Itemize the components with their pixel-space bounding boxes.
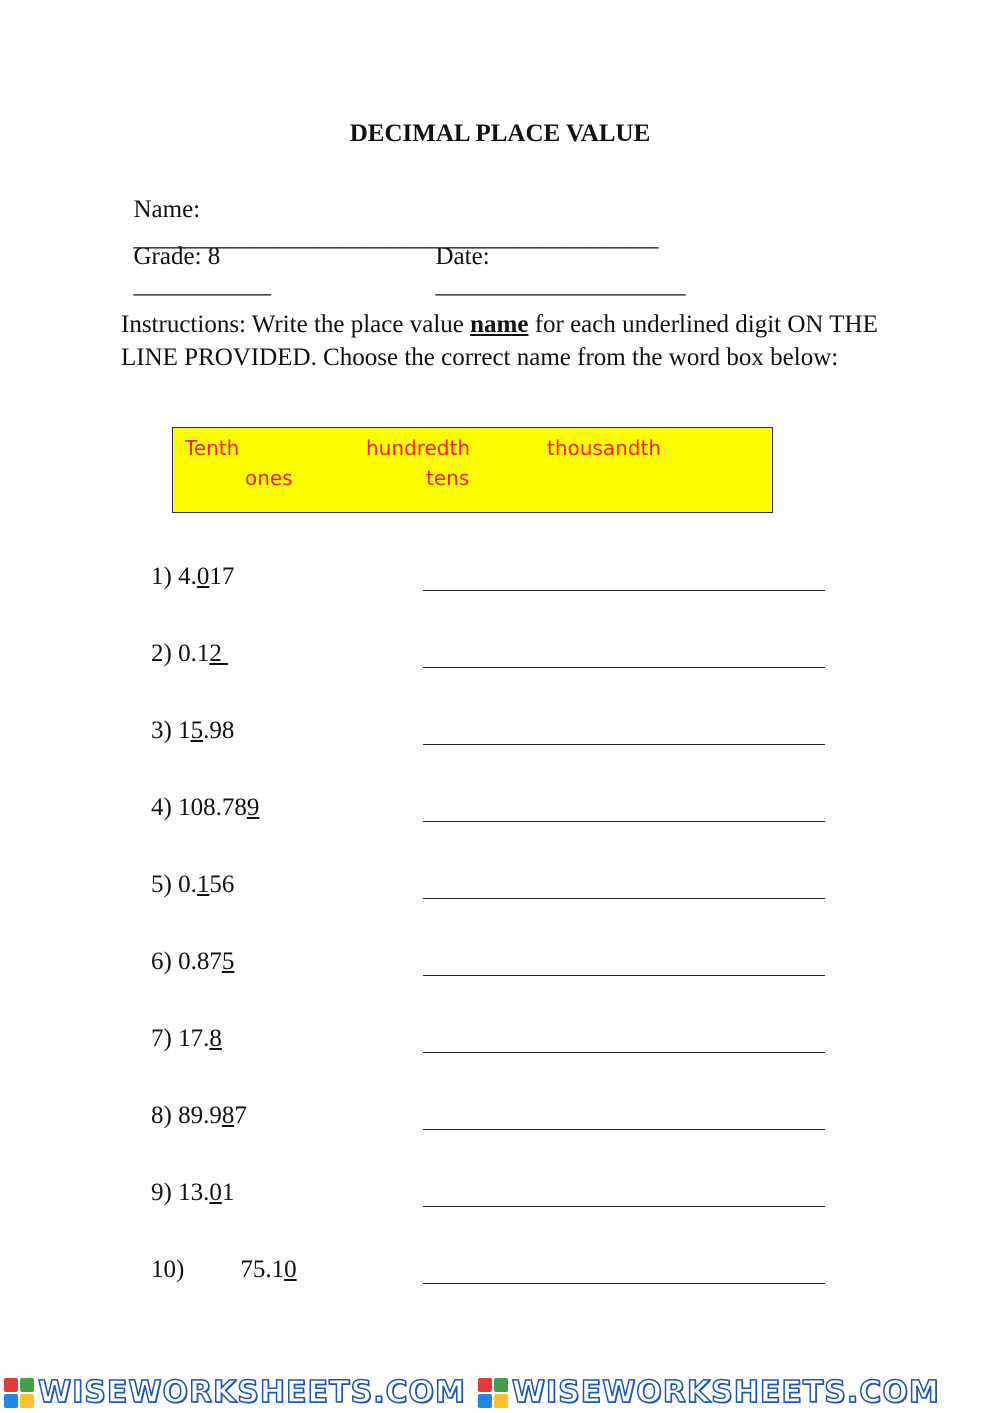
question-number-text: 1: [221, 1179, 235, 1206]
question-number-text: 1: [178, 717, 191, 744]
name-label: Name:: [133, 196, 201, 223]
question-number-text: 75.1: [240, 1256, 285, 1283]
name-blank[interactable]: __________________________________________: [133, 224, 659, 251]
answer-line[interactable]: [423, 1206, 825, 1207]
question-number: 3): [151, 717, 172, 744]
answer-line[interactable]: [423, 667, 825, 668]
question-row: [151, 640, 228, 668]
underlined-digit: 2: [209, 640, 229, 667]
question-number: 5): [151, 871, 172, 898]
word-box-item: tens: [426, 466, 470, 490]
date-blank[interactable]: ____________________: [435, 271, 686, 298]
instructions-emphasis: name: [470, 311, 529, 338]
answer-line[interactable]: [423, 821, 825, 822]
question-number: 4): [151, 794, 172, 821]
word-box: [172, 427, 773, 513]
instructions: [121, 308, 901, 374]
answer-line[interactable]: [423, 1283, 825, 1284]
underlined-digit: 0: [209, 1179, 222, 1206]
question-row: [151, 1102, 247, 1130]
question-row: [151, 1179, 234, 1207]
question-number-text: 17: [209, 563, 235, 590]
question-number-text: 0.87: [178, 948, 222, 975]
brand-text: WISEWORKSHEETS.COM: [511, 1375, 940, 1410]
underlined-digit: 0: [284, 1256, 297, 1283]
underlined-digit: 1: [196, 871, 210, 898]
question-number-text: 108.78: [178, 794, 247, 821]
question-number-text: 89.9: [178, 1102, 222, 1129]
underlined-digit: 5: [221, 948, 235, 975]
question-number-text: 7: [234, 1102, 247, 1129]
underlined-digit: 8: [209, 1025, 222, 1052]
question-number-text: 0.: [178, 871, 197, 898]
question-row: [151, 794, 259, 822]
date-label: Date:: [435, 243, 490, 270]
grade-blank[interactable]: ___________: [133, 271, 271, 298]
question-row: [151, 563, 234, 591]
answer-line[interactable]: [423, 1129, 825, 1130]
brand-text: WISEWORKSHEETS.COM: [38, 1375, 466, 1410]
question-number-text: 4.: [178, 563, 197, 590]
underlined-digit: 9: [246, 794, 260, 821]
question-number: 1): [151, 563, 172, 590]
question-row: [151, 1256, 297, 1284]
underlined-digit: 0: [196, 563, 210, 590]
question-row: [151, 717, 234, 745]
question-row: [151, 948, 234, 976]
answer-line[interactable]: [423, 744, 825, 745]
question-number: 7): [151, 1025, 172, 1052]
question-row: [151, 1025, 222, 1053]
word-box-item: thousandth: [547, 436, 661, 460]
answer-line[interactable]: [423, 1052, 825, 1053]
answer-line[interactable]: [423, 975, 825, 976]
word-box-item: Tenth: [185, 436, 240, 460]
question-number: 8): [151, 1102, 172, 1129]
logo-squares-icon: [478, 1378, 508, 1408]
question-number-text: 17.: [178, 1025, 210, 1052]
answer-line[interactable]: [423, 590, 825, 591]
question-number: 6): [151, 948, 172, 975]
question-number: 2): [151, 640, 172, 667]
footer-watermark: [0, 1372, 1000, 1413]
word-box-item: ones: [245, 466, 293, 490]
brand-logo: [0, 1375, 466, 1410]
logo-squares-icon: [4, 1378, 34, 1408]
word-box-item: hundredth: [366, 436, 471, 460]
grade-label: Grade: 8: [133, 243, 221, 270]
question-number: 10): [151, 1256, 185, 1283]
answer-line[interactable]: [423, 898, 825, 899]
grade-line: [121, 215, 271, 299]
underlined-digit: 8: [221, 1102, 235, 1129]
question-number-text: 0.1: [178, 640, 210, 667]
worksheet-title: DECIMAL PLACE VALUE: [349, 120, 651, 147]
question-number: 9): [151, 1179, 172, 1206]
date-line: [423, 215, 686, 299]
instructions-after: for each underlined digit ON THE LINE PROVIDED. Choose the correct name from the word box below:: [121, 311, 878, 371]
question-number-text: 56: [209, 871, 235, 898]
question-number-text: .98: [203, 717, 235, 744]
brand-logo: [474, 1375, 940, 1410]
underlined-digit: 5: [190, 717, 204, 744]
question-row: [151, 871, 234, 899]
instructions-before: Instructions: Write the place value: [121, 311, 471, 338]
question-number-text: 13.: [178, 1179, 210, 1206]
